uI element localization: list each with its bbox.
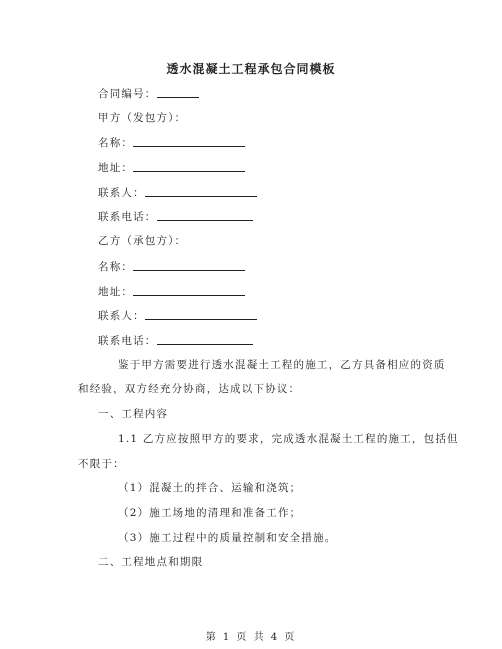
party-a-heading: 甲方（发包方）：: [98, 112, 187, 124]
list-item-1: （1）混凝土的拌合、运输和浇筑；: [118, 482, 302, 494]
contract-number-label: 合同编号：: [98, 88, 157, 100]
party-a-name-label: 名称：: [98, 137, 134, 149]
contract-number-line: [98, 86, 199, 101]
party-a-contact-label: 联系人：: [98, 187, 145, 199]
preamble-line-2: 和经验，双方经充分协商，达成以下协议：: [78, 383, 301, 395]
party-a-phone-blank: [157, 209, 253, 221]
party-a-name-blank: [133, 135, 245, 147]
party-b-address-line: [98, 284, 245, 299]
party-b-address-blank: [133, 284, 245, 296]
section-2-heading: 二、工程地点和期限: [98, 556, 204, 568]
party-b-name-label: 名称：: [98, 261, 134, 273]
party-a-phone-label: 联系电话：: [98, 211, 157, 223]
contract-number-blank: [157, 86, 199, 98]
party-b-name-blank: [133, 259, 245, 271]
clause-1-1-line-2: 不限于：: [78, 458, 125, 470]
clause-1-1-line-1: 1.1 乙方应按照甲方的要求，完成透水混凝土工程的施工，包括但: [118, 433, 459, 445]
party-b-contact-line: [98, 308, 257, 323]
preamble-line-1: 鉴于甲方需要进行透水混凝土工程的施工，乙方具备相应的资质: [118, 359, 446, 371]
party-b-heading: 乙方（承包方）：: [98, 235, 187, 247]
party-a-name-line: [98, 135, 245, 150]
party-a-contact-blank: [145, 185, 257, 197]
party-a-address-line: [98, 160, 245, 175]
party-b-address-label: 地址：: [98, 286, 134, 298]
section-1-heading: 一、工程内容: [98, 408, 169, 420]
party-b-name-line: [98, 259, 245, 274]
page-indicator: 第 1 页 共 4 页: [205, 632, 297, 643]
list-item-2: （2）施工场地的清理和准备工作；: [118, 507, 302, 519]
party-b-phone-blank: [157, 333, 253, 345]
list-item-3: （3）施工过程中的质量控制和安全措施。: [118, 532, 337, 544]
party-a-address-blank: [133, 160, 245, 172]
document-title: 透水混凝土工程承包合同模板: [166, 62, 336, 76]
party-a-address-label: 地址：: [98, 162, 134, 174]
party-b-contact-label: 联系人：: [98, 310, 145, 322]
party-a-contact-line: [98, 185, 257, 200]
party-b-phone-line: [98, 333, 253, 348]
party-a-phone-line: [98, 209, 253, 224]
party-b-contact-blank: [145, 308, 257, 320]
party-b-phone-label: 联系电话：: [98, 335, 157, 347]
